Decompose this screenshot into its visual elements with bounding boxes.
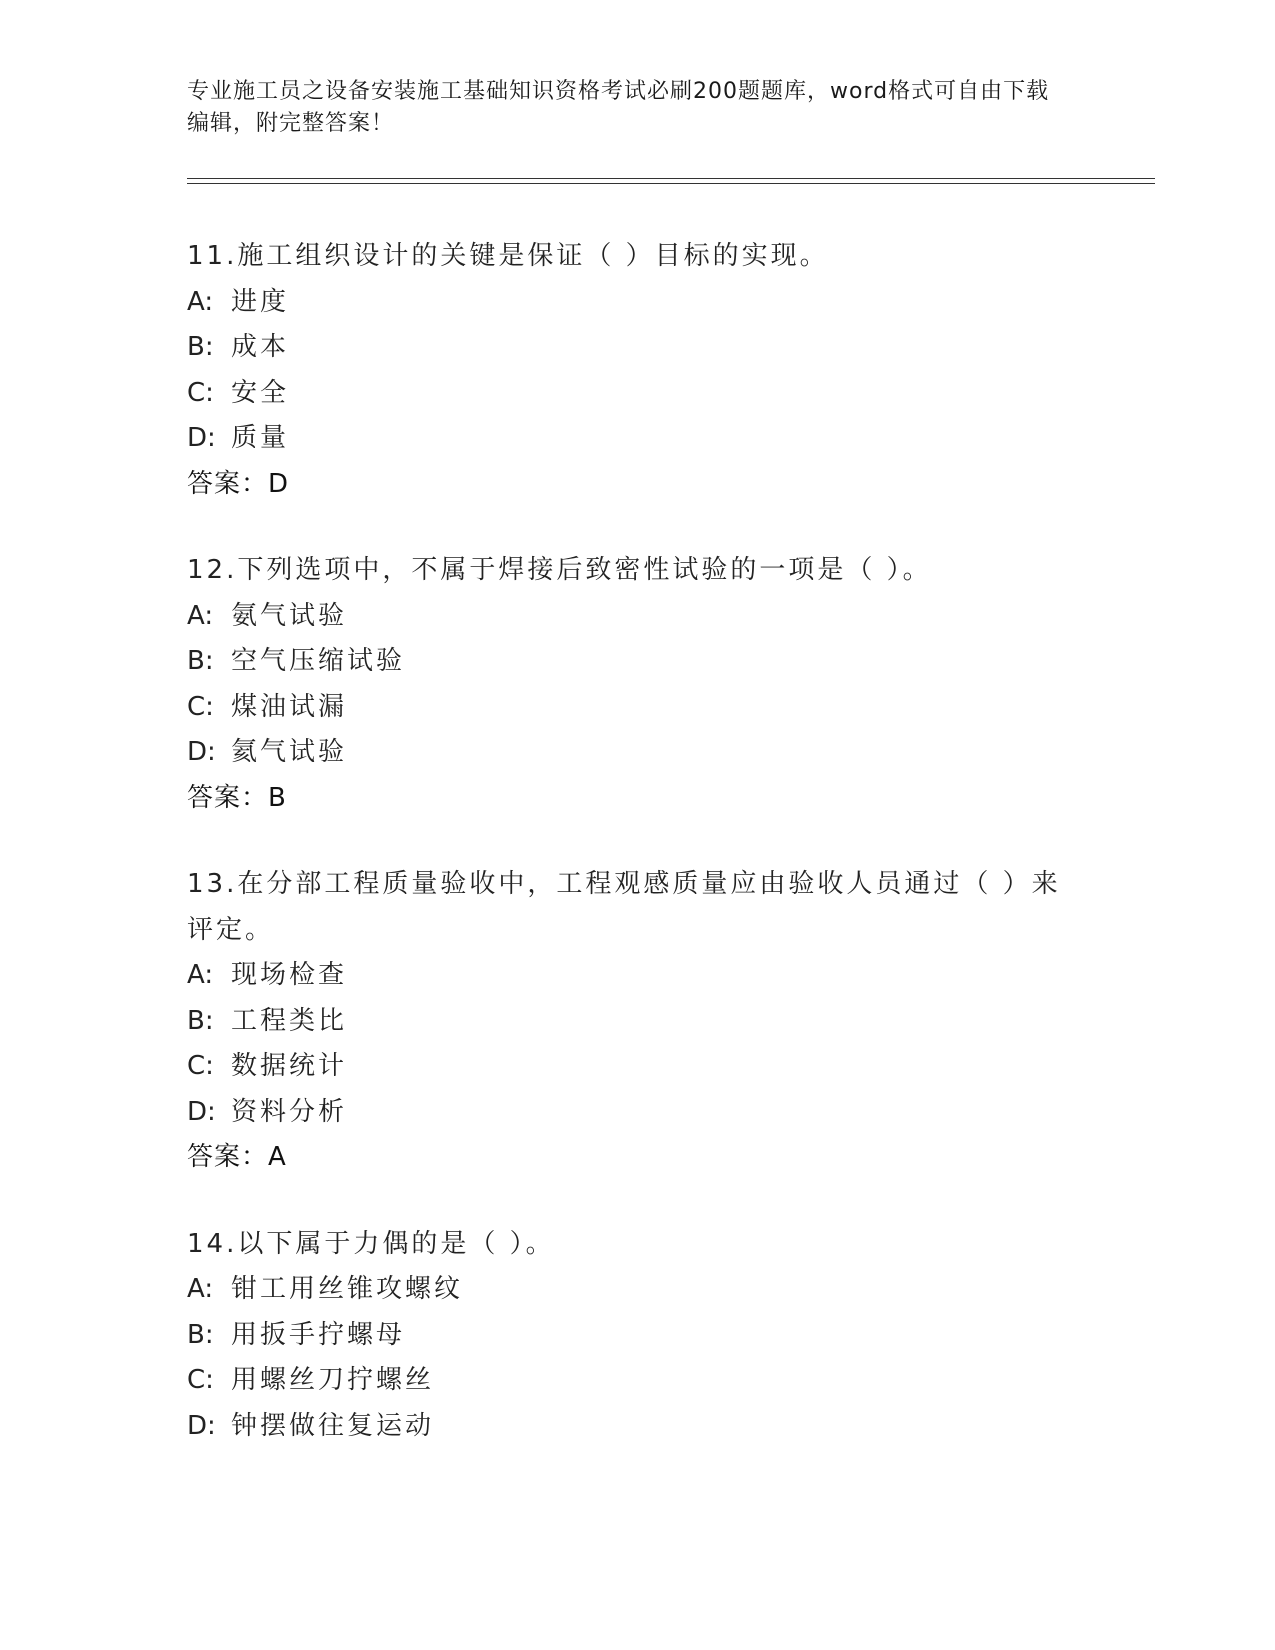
option-label: D:: [187, 1410, 216, 1441]
option-text: 氨气试验: [231, 600, 348, 631]
option-text: 钳工用丝锥攻螺纹: [231, 1274, 464, 1304]
option-label: A:: [187, 960, 214, 990]
option-c: [187, 1044, 1067, 1090]
option-d: [187, 1404, 1067, 1450]
option-text: 工程类比: [231, 1005, 348, 1036]
option-label: C:: [187, 1365, 214, 1395]
option-d: [187, 416, 1067, 462]
question-stem: 12.下列选项中，不属于焊接后致密性试验的一项是（ ）。: [187, 555, 932, 585]
answer-line: 答案：D: [187, 468, 290, 499]
option-label: C:: [187, 377, 214, 408]
option-b: [187, 325, 1067, 371]
option-text: 用螺丝刀拧螺丝: [231, 1365, 435, 1395]
option-c: [187, 1358, 1067, 1404]
option-text: 进度: [231, 286, 290, 317]
question-12: [187, 548, 1067, 821]
option-label: A:: [187, 286, 214, 317]
option-label: C:: [187, 1051, 214, 1081]
option-label: C:: [187, 691, 214, 722]
option-text: 氦气试验: [231, 737, 348, 767]
option-label: A:: [187, 1274, 214, 1304]
option-a: [187, 1267, 1067, 1313]
option-text: 成本: [231, 332, 290, 362]
option-text: 煤油试漏: [231, 691, 348, 722]
question-stem: 11.施工组织设计的关键是保证（ ）目标的实现。: [187, 241, 829, 271]
option-c: [187, 685, 1067, 731]
option-label: D:: [187, 423, 216, 453]
option-b: [187, 1313, 1067, 1359]
option-c: [187, 371, 1067, 417]
page-header-title: 专业施工员之设备安装施工基础知识资格考试必刷200题题库，word格式可自由下载编辑，附完整答案！: [187, 79, 1050, 136]
option-text: 空气压缩试验: [231, 646, 406, 676]
question-stem: 14.以下属于力偶的是（ ）。: [187, 1228, 555, 1259]
option-text: 数据统计: [231, 1051, 348, 1081]
option-text: 安全: [231, 377, 290, 408]
option-a: [187, 594, 1067, 640]
answer-line: 答案：A: [187, 1142, 287, 1172]
option-b: [187, 639, 1067, 685]
option-text: 质量: [231, 423, 290, 453]
option-label: B:: [187, 646, 214, 676]
option-text: 用扳手拧螺母: [231, 1319, 406, 1350]
question-11: [187, 234, 1067, 507]
option-a: [187, 280, 1067, 326]
question-13: [187, 862, 1067, 1181]
option-d: [187, 1090, 1067, 1136]
question-stem: 13.在分部工程质量验收中，工程观感质量应由验收人员通过（ ）来评定。: [187, 869, 1061, 945]
question-14: [187, 1222, 1067, 1450]
option-text: 资料分析: [231, 1096, 348, 1127]
option-label: A:: [187, 600, 214, 631]
option-label: B:: [187, 1319, 214, 1350]
option-label: D:: [187, 1096, 216, 1127]
option-text: 现场检查: [231, 960, 348, 990]
option-text: 钟摆做往复运动: [231, 1410, 435, 1441]
option-label: B:: [187, 1005, 214, 1036]
header-divider: [187, 178, 1155, 184]
option-b: [187, 999, 1067, 1045]
option-label: D:: [187, 737, 216, 767]
option-label: B:: [187, 332, 214, 362]
answer-line: 答案：B: [187, 782, 287, 813]
option-a: [187, 953, 1067, 999]
question-list: [187, 234, 1067, 1490]
option-d: [187, 730, 1067, 776]
